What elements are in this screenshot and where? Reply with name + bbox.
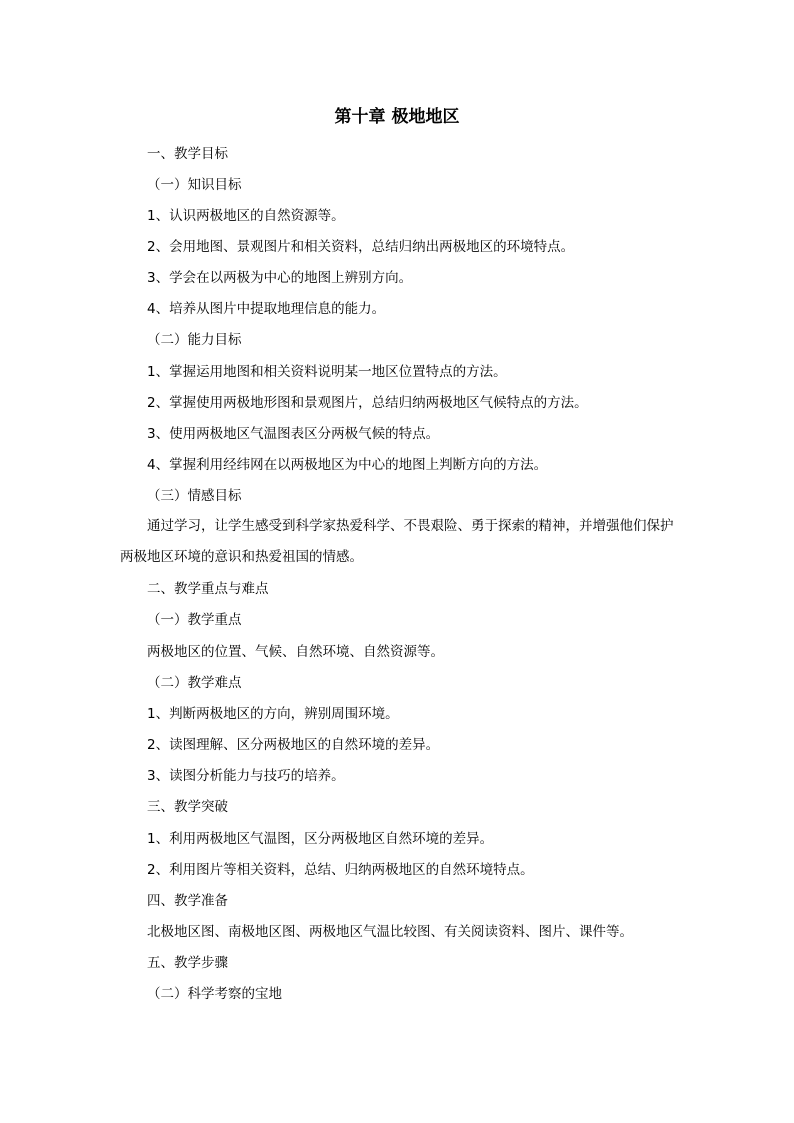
subsection-heading: （二）能力目标	[147, 332, 242, 348]
list-item: 1、认识两极地区的自然资源等。	[147, 208, 345, 224]
list-item: 2、读图理解、区分两极地区的自然环境的差异。	[147, 737, 440, 753]
section-heading: 二、教学重点与难点	[147, 581, 269, 597]
body-paragraph	[120, 511, 680, 573]
list-item: 2、掌握使用两极地形图和景观图片，总结归纳两极地区气候特点的方法。	[147, 395, 588, 411]
list-item: 2、利用图片等相关资料，总结、归纳两极地区的自然环境特点。	[147, 862, 534, 878]
list-item: 1、掌握运用地图和相关资料说明某一地区位置特点的方法。	[147, 364, 507, 380]
subsection-heading: （一）教学重点	[147, 612, 242, 628]
list-item: 1、利用两极地区气温图，区分两极地区自然环境的差异。	[147, 831, 494, 847]
subsection-heading: （二）教学难点	[147, 675, 242, 691]
body-line: 两极地区的位置、气候、自然环境、自然资源等。	[147, 644, 444, 660]
list-item: 4、掌握利用经纬网在以两极地区为中心的地图上判断方向的方法。	[147, 457, 548, 473]
list-item: 1、判断两极地区的方向，辨别周围环境。	[147, 706, 399, 722]
section-heading: 四、教学准备	[147, 893, 228, 909]
section-heading: 三、教学突破	[147, 799, 228, 815]
subsection-heading: （三）情感目标	[147, 488, 242, 504]
paragraph-text: 通过学习，让学生感受到科学家热爱科学、不畏艰险、勇于探索的精神，并增强他们保护两极地区环境的意识和热爱祖国的情感。	[120, 518, 674, 565]
section-heading: 五、教学步骤	[147, 955, 228, 971]
list-item: 4、培养从图片中提取地理信息的能力。	[147, 301, 386, 317]
list-item: 2、会用地图、景观图片和相关资料，总结归纳出两极地区的环境特点。	[147, 239, 575, 255]
chapter-title: 第十章 极地地区	[334, 107, 460, 127]
body-line: 北极地区图、南极地区图、两极地区气温比较图、有关阅读资料、图片、课件等。	[147, 924, 633, 940]
list-item: 3、读图分析能力与技巧的培养。	[147, 768, 345, 784]
list-item: 3、学会在以两极为中心的地图上辨别方向。	[147, 270, 413, 286]
list-item: 3、使用两极地区气温图表区分两极气候的特点。	[147, 426, 440, 442]
subsection-heading: （一）知识目标	[147, 177, 242, 193]
subsection-heading: （二）科学考察的宝地	[147, 986, 282, 1002]
section-heading: 一、教学目标	[147, 146, 228, 162]
